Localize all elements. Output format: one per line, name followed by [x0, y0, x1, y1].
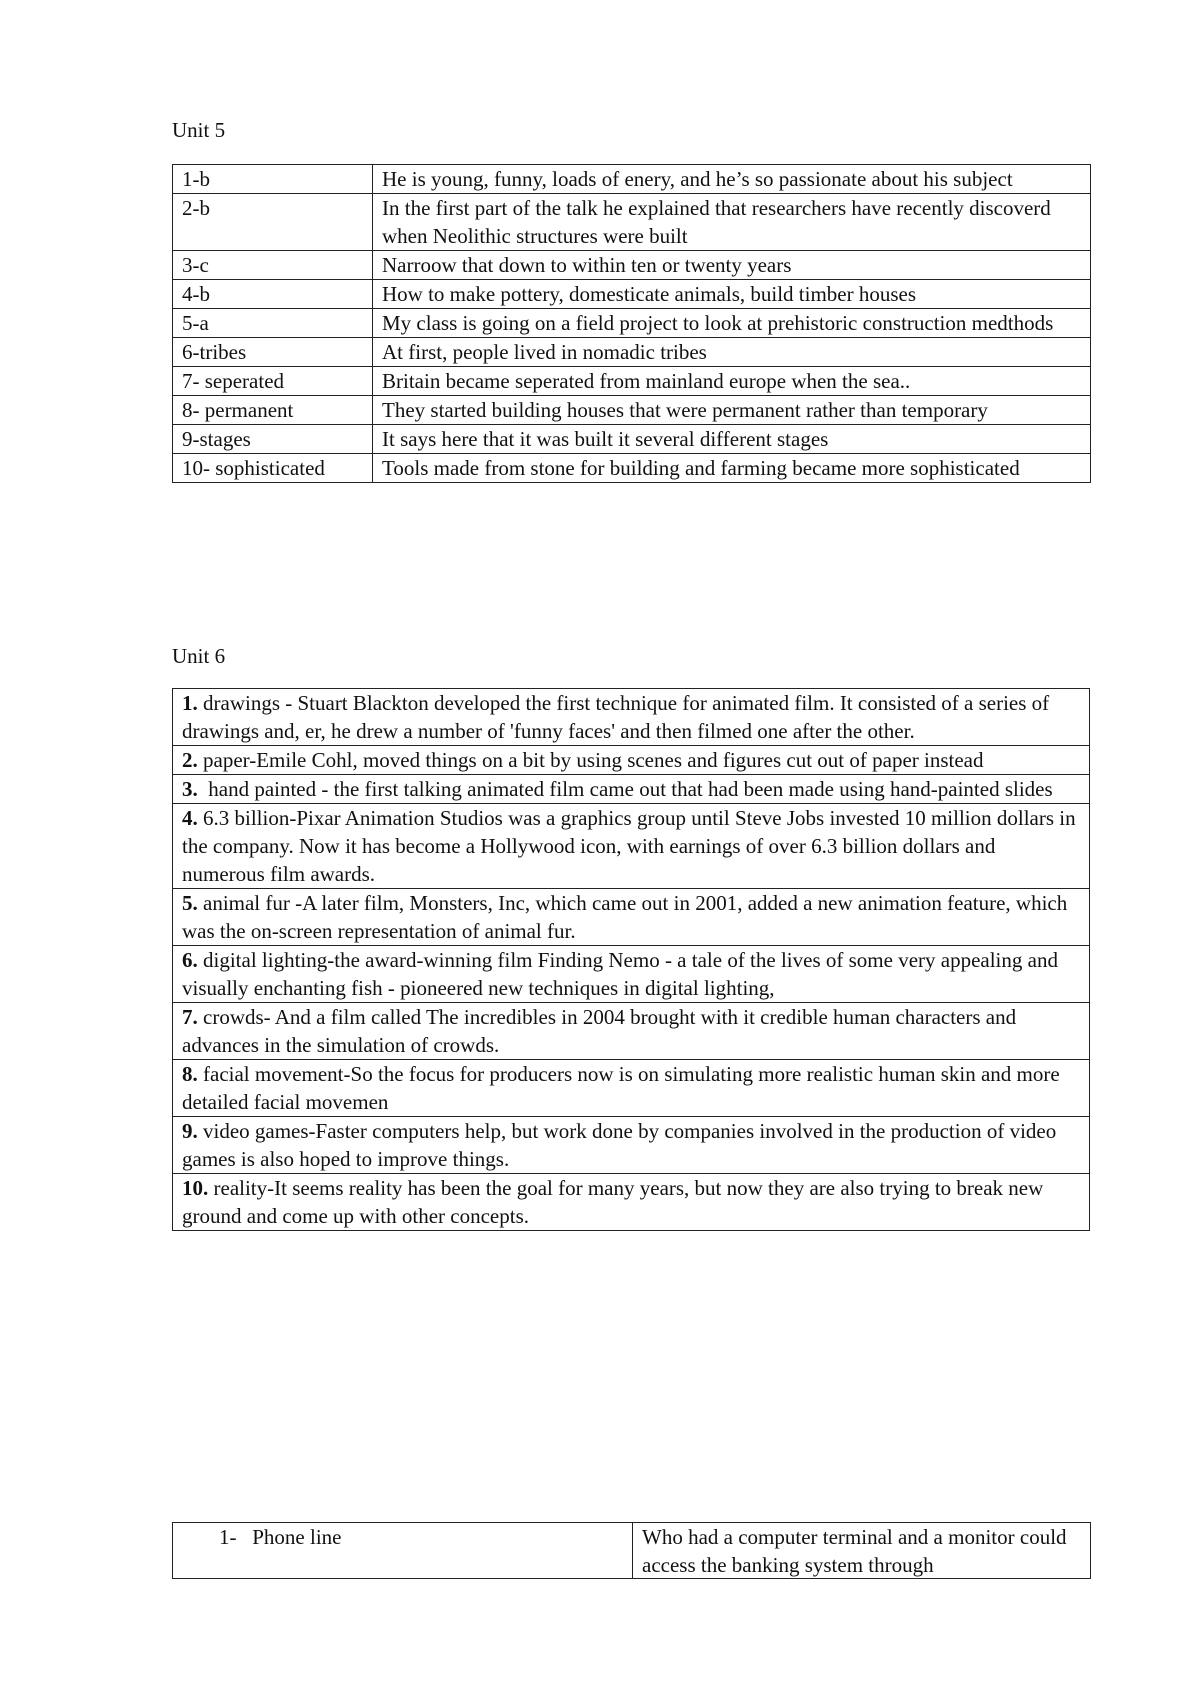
table-row	[173, 280, 1091, 309]
answer-cell: 6-tribes	[173, 338, 373, 367]
table-row	[173, 396, 1091, 425]
item-text: paper-Emile Cohl, moved things on a bit by using scenes and figures cut out of paper instead	[197, 748, 984, 772]
answer-cell: 10- sophisticated	[173, 454, 373, 483]
table-row	[173, 338, 1091, 367]
table-row	[173, 1003, 1090, 1060]
item-number: 5.	[182, 891, 198, 915]
table-row	[173, 165, 1091, 194]
answer-cell	[173, 746, 1090, 775]
answer-cell	[173, 946, 1090, 1003]
answer-cell	[173, 1117, 1090, 1174]
explanation-cell: Who had a computer terminal and a monitor could access the banking system through	[633, 1523, 1091, 1580]
answer-cell: 9-stages	[173, 425, 373, 454]
answer-cell: 1-b	[173, 165, 373, 194]
table-bottom-border	[172, 1578, 1090, 1579]
table-row	[173, 804, 1090, 889]
answer-cell: 5-a	[173, 309, 373, 338]
item-text: reality-It seems reality has been the goal for many years, but now they are also trying to break new ground and come up with other concepts.	[182, 1176, 1044, 1228]
answer-cell: 3-c	[173, 251, 373, 280]
explanation-cell: How to make pottery, domesticate animals, build timber houses	[373, 280, 1091, 309]
answer-cell: 2-b	[173, 194, 373, 251]
table-row	[173, 454, 1091, 483]
table-row	[173, 775, 1090, 804]
answer-cell	[173, 1060, 1090, 1117]
item-text: hand painted - the first talking animated film came out that had been made using hand-painted slides	[197, 777, 1053, 801]
explanation-cell: Tools made from stone for building and farming became more sophisticated	[373, 454, 1091, 483]
explanation-cell: At first, people lived in nomadic tribes	[373, 338, 1091, 367]
explanation-cell: They started building houses that were permanent rather than temporary	[373, 396, 1091, 425]
table-row	[173, 1523, 1091, 1580]
item-number: 9.	[182, 1119, 198, 1143]
answer-cell	[173, 775, 1090, 804]
answer-cell: 4-b	[173, 280, 373, 309]
item-number: 2.	[182, 748, 198, 772]
explanation-cell: In the first part of the talk he explained that researchers have recently discoverd when Neolithic structures were built	[373, 194, 1091, 251]
unit6-answer-table	[172, 688, 1090, 1231]
table-row	[173, 367, 1091, 396]
item-number: 6.	[182, 948, 198, 972]
table-row	[173, 746, 1090, 775]
item-number: 1.	[182, 691, 198, 715]
item-text: facial movement-So the focus for producers now is on simulating more realistic human skin and more detailed facial movemen	[182, 1062, 1060, 1114]
answer-cell	[173, 804, 1090, 889]
unit6-heading: Unit 6	[172, 644, 226, 668]
table-row	[173, 1060, 1090, 1117]
answer-cell	[173, 689, 1090, 746]
unit7-answer-table	[172, 1522, 1091, 1579]
table-row	[173, 425, 1091, 454]
explanation-cell: Britain became seperated from mainland europe when the sea..	[373, 367, 1091, 396]
table-row	[173, 1117, 1090, 1174]
table-row	[173, 309, 1091, 338]
answer-cell	[173, 1174, 1090, 1231]
item-number: 10.	[182, 1176, 209, 1200]
item-text: digital lighting-the award-winning film Finding Nemo - a tale of the lives of some very appealing and visually enchanting fish - pioneered new techniques in digital lighting,	[182, 948, 1058, 1000]
table-row	[173, 1174, 1090, 1231]
explanation-cell: Narroow that down to within ten or twenty years	[373, 251, 1091, 280]
explanation-cell: It says here that it was built it several different stages	[373, 425, 1091, 454]
item-text: crowds- And a film called The incredibles in 2004 brought with it credible human characters and advances in the simulation of crowds.	[182, 1005, 1017, 1057]
item-text: animal fur -A later film, Monsters, Inc, which came out in 2001, added a new animation feature, which was the on-screen representation of animal fur.	[182, 891, 1068, 943]
item-number: 4.	[182, 806, 198, 830]
unit5-heading: Unit 5	[172, 118, 226, 142]
explanation-cell: He is young, funny, loads of enery, and he’s so passionate about his subject	[373, 165, 1091, 194]
table-row	[173, 194, 1091, 251]
answer-cell: 8- permanent	[173, 396, 373, 425]
explanation-cell: My class is going on a field project to look at prehistoric construction medthods	[373, 309, 1091, 338]
unit5-answer-table	[172, 164, 1091, 483]
answer-cell	[173, 1003, 1090, 1060]
table-row	[173, 946, 1090, 1003]
item-text: 6.3 billion-Pixar Animation Studios was a graphics group until Steve Jobs invested 10 million dollars in the company. Now it has become a Hollywood icon, with earnings of over 6.3 billion dollars and numerous film awards.	[182, 806, 1076, 886]
answer-cell: 7- seperated	[173, 367, 373, 396]
item-text: drawings - Stuart Blackton developed the first technique for animated film. It consisted of a series of drawings and, er, he drew a number of 'funny faces' and then filmed one after the other.	[182, 691, 1050, 743]
table-row	[173, 251, 1091, 280]
table-row	[173, 689, 1090, 746]
item-number: 7.	[182, 1005, 198, 1029]
item-text: video games-Faster computers help, but work done by companies involved in the production of video games is also hoped to improve things.	[182, 1119, 1057, 1171]
answer-cell: 1- Phone line	[173, 1523, 633, 1580]
answer-cell	[173, 889, 1090, 946]
item-number: 3.	[182, 777, 198, 801]
item-number: 8.	[182, 1062, 198, 1086]
table-row	[173, 889, 1090, 946]
